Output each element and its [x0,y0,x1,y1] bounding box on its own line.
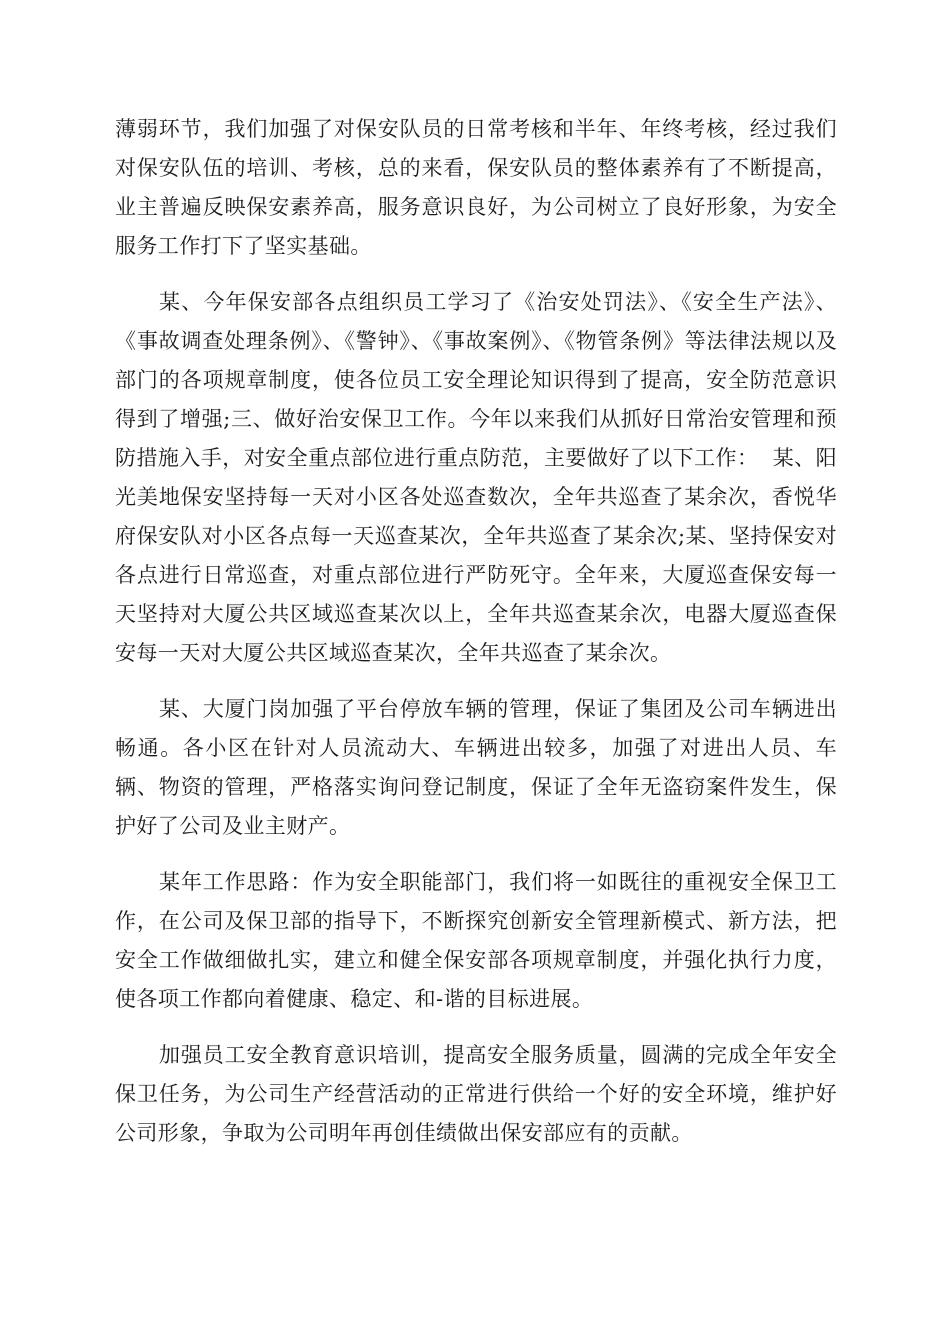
paragraph-3: 某、大厦门岗加强了平台停放车辆的管理，保证了集团及公司车辆进出畅通。各小区在针对人员流动大、车辆进出较多，加强了对进出人员、车辆、物资的管理，严格落实询问登记制度，保证了全年无盗窃案件发生，保护好了公司及业主财产。 [115,697,837,838]
paragraph-2: 某、今年保安部各点组织员工学习了《治安处罚法》、《安全生产法》、《事故调查处理条例》、《警钟》、《事故案例》、《物管条例》等法律法规以及部门的各项规章制度，使各位员工安全理论知识得到了提高，安全防范意识得到了增强;三、做好治安保卫工作。今年以来我们从抓好日常治安管理和预防措施入手，对安全重点部位进行重点防范，主要做好了以下工作： 某、阳光美地保安坚持每一天对小区各处巡查数次，全年共巡查了某余次，香悦华府保安队对小区各点每一天巡查某次，全年共巡查了某余次;某、坚持保安对各点进行日常巡查，对重点部位进行严防死守。全年来，大厦巡查保安每一天坚持对大厦公共区域巡查某次以上，全年共巡查某余次，电器大厦巡查保安每一天对大厦公共区域巡查某次，全年共巡查了某余次。 [115,290,837,665]
paragraph-4: 某年工作思路：作为安全职能部门，我们将一如既往的重视安全保卫工作，在公司及保卫部的指导下，不断探究创新安全管理新模式、新方法，把安全工作做细做扎实，建立和健全保安部各项规章制度，并强化执行力度，使各项工作都向着健康、稳定、和-谐的目标进展。 [115,870,837,1011]
document-body [115,110,837,1170]
paragraph-5: 加强员工安全教育意识培训，提高安全服务质量，圆满的完成全年安全保卫任务，为公司生产经营活动的正常进行供给一个好的安全环境，维护好公司形象，争取为公司明年再创佳绩做出保安部应有的贡献。 [115,1043,837,1145]
paragraph-1: 薄弱环节，我们加强了对保安队员的日常考核和半年、年终考核，经过我们对保安队伍的培训、考核，总的来看，保安队员的整体素养有了不断提高，业主普遍反映保安素养高，服务意识良好，为公司树立了良好形象，为安全服务工作打下了坚实基础。 [115,117,837,258]
